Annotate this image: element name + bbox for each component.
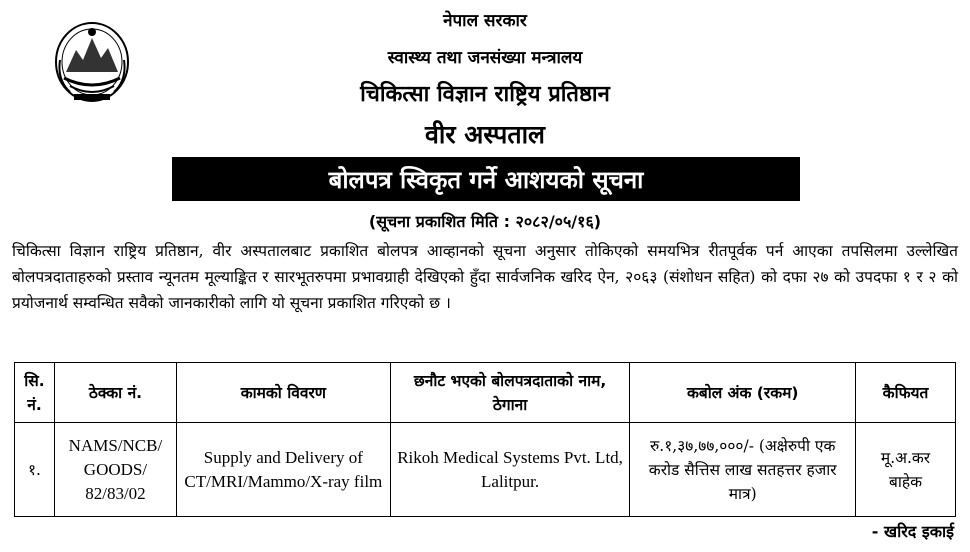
- cell-bidder: Rikoh Medical Systems Pvt. Ltd, Lalitpur.: [390, 423, 630, 517]
- header-sn: सि. नं.: [15, 363, 55, 423]
- cell-sn: १.: [15, 423, 55, 517]
- cell-description: Supply and Delivery of CT/MRI/Mammo/X-ray film: [176, 423, 390, 517]
- header-ministry: स्वास्थ्य तथा जनसंख्या मन्त्रालय: [387, 48, 583, 68]
- header-contract-no: ठेक्का नं.: [54, 363, 176, 423]
- header-amount: कबोल अंक (रकम): [630, 363, 856, 423]
- notice-title-banner: बोलपत्र स्विकृत गर्ने आशयको सूचना: [172, 157, 800, 201]
- cell-remarks: मू.अ.कर बाहेक: [856, 423, 956, 517]
- cell-amount: रु.१,३७,७७,०००/- (अक्षेरुपी एक करोड सैत्तिस लाख सतहत्तर हजार मात्र): [630, 423, 856, 517]
- header-government: नेपाल सरकार: [443, 11, 527, 31]
- header-bidder: छनौट भएको बोलपत्रदाताको नाम, ठेगाना: [390, 363, 630, 423]
- table-row: [15, 423, 956, 517]
- publish-date: (सूचना प्रकाशित मिति : २०८२/०५/१६): [368, 212, 602, 231]
- cell-contract-no: NAMS/NCB/ GOODS/ 82/83/02: [54, 423, 176, 517]
- header-remarks: कैफियत: [856, 363, 956, 423]
- header-hospital: वीर अस्पताल: [424, 120, 545, 149]
- table-header-row: [15, 363, 956, 423]
- header-institute: चिकित्सा विज्ञान राष्ट्रिय प्रतिष्ठान: [360, 82, 610, 107]
- notice-body: चिकित्सा विज्ञान राष्ट्रिय प्रतिष्ठान, वीर अस्पतालबाट प्रकाशित बोलपत्र आव्हानको सूचना अनुसार तोकिएको समयभित्र रीतपूर्वक पर्न आएका तपसिलमा उल्लेखित बोलपत्रदाताहरुको प्रस्ताव न्यूनतम मूल्याङ्कित र सारभूतरुपमा प्रभावग्राही देखिएको हुँदा सार्वजनिक खरिद ऐन, २०६३ (संशोधन सहित) को दफा २७ को उपदफा १ र २ को प्रयोजनार्थ सम्वन्धित सवैको जानकारीको लागि यो सूचना प्रकाशित गरिएको छ ।: [12, 242, 958, 312]
- header-description: कामको विवरण: [176, 363, 390, 423]
- procurement-unit-signature: - खरिद इकाई: [871, 522, 954, 541]
- bid-table: [14, 362, 956, 517]
